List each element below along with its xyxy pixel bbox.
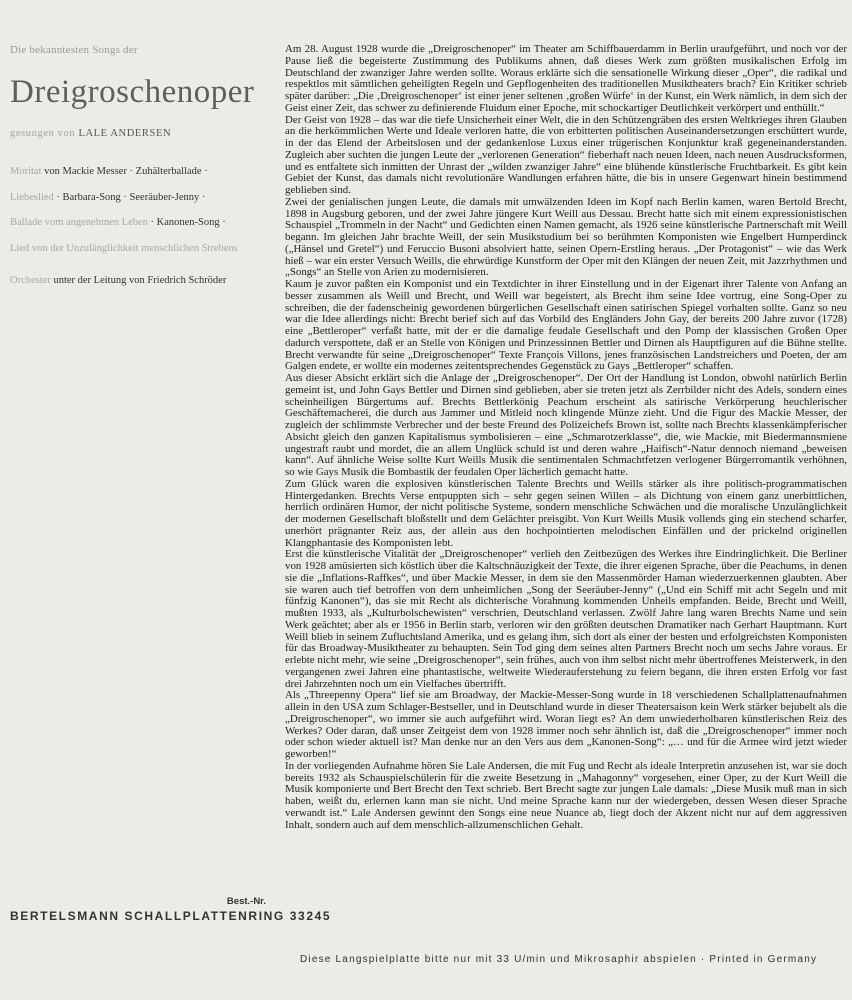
paragraph: Kaum je zuvor paßten ein Komponist und ein Textdichter in ihrer Einstellung und in der Eigenart ihrer Talente von Anfang an besser zusammen als Weill und Brecht, und Weill war begeistert, als Brecht ihm seine Idee vortrug, eine Song-Oper zu schreiben, die der fadenscheinig gewordenen bürgerlichen Gesellschaft einen satirischen Spiegel vorhalten sollte. Ganz so neu war die Idee allerdings nicht: Brecht berief sich auf das Vorbild des Engländers John Gay, der bereits 200 Jahre zuvor (1728) eine „Bettleroper“ verfaßt hatte, mit der er die damalige feudale Gesellschaft und den Pomp der klassischen Großen Oper dadurch verspottete, daß er an Stelle von Königen und Prinzessinnen Bettler und Dirnen als Hauptfiguren auf die Bühne stellte. Brecht verwandte für seine „Dreigroschenoper“ Texte François Villons, jenes französischen Landstreichers und Poeten, der am Galgen endete, er wollte ein modernes zeitentsprechendes Gegenstück zu Gays „Bettleroper“ schaffen. xyxy=(285,278,847,373)
song-line xyxy=(10,185,272,211)
sung-prefix: gesungen von xyxy=(10,128,76,139)
playback-notice: Diese Langspielplatte bitte nur mit 33 U/min und Mikrosaphir abspielen · Printed in Germany xyxy=(300,954,818,965)
catalog-block xyxy=(10,896,332,923)
paragraph: Der Geist von 1928 – das war die tiefe Unsicherheit einer Welt, die in den Schützengräben des ersten Weltkrieges ihren Glauben an die herkömmlichen Werte und Ideale verloren hatte, die von erbitterten politischen Auseinandersetzungen erschüttert wurde, in der das Elend der Arbeitslosen und der gedankenlose Luxus einer trügerischen Konjunktur kraß gegeneinanderstanden. Zugleich aber suchten die jungen Leute der „verlorenen Generation“ fieberhaft nach neuen Ideen, nach neuen Ausdrucksformen, und es entfaltete sich inmitten der Unrast der „wilden zwanziger Jahre“ eine blühende künstlerische Fruchtbarkeit. Es gibt kein Gebiet der Kunst, das damals nicht revolutionäre Wandlungen erfahren hätte, die bis in unsere Gegenwart hinein bestimmend geblieben sind. xyxy=(285,113,847,196)
orchestra-line xyxy=(10,275,272,286)
paragraph: Als „Threepenny Opera“ lief sie am Broadway, der Mackie-Messer-Song wurde in 18 verschiedenen Schallplattenaufnahmen allein in den USA zum Schlager-Bestseller, und in Deutschland wurde in dieser Theatersaison kein Werk stärker bejubelt als die „Dreigroschenoper“, wo immer sie auch aufgeführt wird. Woran liegt es? An dem unwiederholbaren künstlerischen Reiz des Werkes? Oder daran, daß unser Zeitgeist dem von 1928 immer noch sehr ähnlich ist, daß die „Dreigroschenoper“ immer noch oder schon wieder aktuell ist? Man denke nur an den Vers aus dem „Kanonen-Song“: „… und für die Armee wird jetzt wieder geworben!“ xyxy=(285,689,847,760)
paragraph: Erst die künstlerische Vitalität der „Dreigroschenoper“ verlieh den Zeitbezügen des Werkes ihre Eindringlichkeit. Die Berliner von 1928 amüsierten sich köstlich über die Kaltschnäuzigkeit der Texte, die ihrer eigenen Sprache, über die Peachums, in denen sie die „Inflations-Raffkes“, und über Mackie Messer, in dem sie den Massenmörder Haman wiederzuerkennen glaubten. Aber sie waren auch tief betroffen von dem unheimlichen „Song der Seeräuber-Jenny“ („Und ein Schiff mit acht Segeln und mit fünfzig Kanonen“), das sie mit Recht als dichterische Vorahnung kommenden Unheils empfanden. Beide, Brecht und Weill, mußten 1933, als „Kulturbolschewisten“ verschrien, Deutschland verlassen. Zwölf Jahre lang waren Brechts Name und sein Werk geächtet; aber als er 1956 in Berlin starb, verloren wir den größten deutschen Dramatiker nach Gerhart Hauptmann. Kurt Weill blieb in seinem Zufluchtsland Amerika, und es gelang ihm, sich dort als einer der besten und erfolgreichsten Komponisten für das Broadway-Musiktheater zu behaupten. Sein Tod ging dem seines alten Partners Brecht noch um sechs Jahre voraus. Er erlebte nicht mehr, wie seine „Dreigroschenoper“, sein frühes, auch von ihm selbst nicht mehr übertroffenes Meisterwerk, in den vergangenen zwei Jahren eine phantastische, weltweite Wiederauferstehung zu feiern begann, die ihren ersten Erfolg vor fast drei Jahrzehnten noch um ein Vielfaches übertrifft. xyxy=(285,548,847,690)
song-line-text: von Mackie Messer · Zuhälterballade · xyxy=(41,166,208,177)
order-number-label: Best.-Nr. xyxy=(226,896,266,907)
song-list xyxy=(10,159,272,261)
song-line-faint: Ballade vom angenehmen Leben xyxy=(10,217,148,228)
kicker-text: Die bekanntesten Songs der xyxy=(10,44,138,56)
song-line xyxy=(10,236,272,262)
liner-notes xyxy=(285,44,847,831)
orchestra-text: unter der Leitung von Friedrich Schröder xyxy=(50,275,227,286)
paragraph: Zwei der genialischen jungen Leute, die damals mit umwälzenden Ideen im Kopf nach Berlin kamen, waren Bertold Brecht, 1898 in Augsburg geboren, und der zwei Jahre jüngere Kurt Weill aus Dessau. Brecht hatte sich mit einem expressionistischen Schauspiel „Trommeln in der Nacht“ und Gedichten einen Namen gemacht, als 1926 seine künstlerische Partnerschaft mit Weill begann. Im gleichen Jahr brachte Weill, der sein Musikstudium bei so berühmten Komponisten wie Engelbert Humperdinck („Hänsel und Gretel“) und Feruccio Busoni absolviert hatte, seinen Opern-Erstling heraus. „Der Protagonist“ – wie das Werk hieß – war ein erster Versuch Weills, die ehrwürdige Kunstform der Oper mit den Klängen der neuen Zeit, mit Jazzrhythmen und „Songs“ an Stelle von Arien zu modernisieren. xyxy=(285,195,847,279)
cover-info xyxy=(10,44,272,286)
song-line-text: · Barbara-Song · Seeräuber-Jenny · xyxy=(53,191,206,203)
song-line-faint: Moritat xyxy=(10,166,42,177)
song-line-faint: Liebeslied xyxy=(10,191,54,203)
paragraph: Aus dieser Absicht erklärt sich die Anlage der „Dreigroschenoper“. Der Ort der Handlung ist London, obwohl natürlich Berlin gemeint ist, und John Gays Bettler und Dirnen sind geblieben, aber sie treten jetzt als Zerrbilder nicht des Adels, sondern eines scheinheiligen Bürgertums auf. Brechts Bettlerkönig Peachum erscheint als satirische Verkörperung heuchlerischer Geschäftemacherei, die durch aus Jammer und Mitleid noch klingende Münze zieht. Und die Figur des Mackie Messer, der zugleich der schlimmste Verbrecher und der beste Freund des Polizeichefs Brown ist, sollte nach Brechts klassenkämpferischer Absicht gleich den ganzen Kapitalismus symbolisieren – eine „Schmarotzerklasse“, die, wie Mackie, mit Biedermannsmiene ungestraft raubt und mordet, die an allem Unglück schuld ist und deren wahre „Haifisch“-Natur dennoch niemand „beweisen kann“. Auf ähnliche Weise sollte Kurt Weills Musik die sentimentalen Schmachtfetzen verlogener Bürgerromantik verhöhnen, so wie Gays Musik die Bombastik der feudalen Oper lächerlich gemacht hatte. xyxy=(285,372,847,478)
singer-line xyxy=(10,128,272,139)
paragraph: In der vorliegenden Aufnahme hören Sie Lale Andersen, die mit Fug und Recht als ideale Interpretin anzusehen ist, war sie doch bereits 1932 als Schauspielschülerin für die zweite Besetzung in „Mahagonny“ vorgesehen, einer Oper, zu der Kurt Weill die Musik komponierte und Bert Brecht den Text schrieb. Bert Brecht sagte zur jungen Lale damals: „Diese Musik muß man in sich haben, weißt du, erlernen kann man sie nicht. Und meine Sprache kann nur der wiedergeben, dessen Wesen dieser Sprache verwandt ist.“ Lale Andersen gewinnt den Songs eine neue Nuance ab, liegt doch der Akzent nicht nur auf dem aggressiven Inhalt, sondern auch auf dem menschlich-allzumenschlichen Gehalt. xyxy=(285,759,847,831)
singer-name: LALE ANDERSEN xyxy=(78,128,172,139)
song-line xyxy=(10,210,272,236)
orchestra-prefix: Orchester xyxy=(10,275,51,286)
song-line-faint: Lied von der Unzulänglichkeit menschlichen Strebens xyxy=(10,242,238,254)
song-line xyxy=(10,159,272,185)
album-title: Dreigroschenoper xyxy=(10,74,255,110)
paragraph: Zum Glück waren die explosiven künstlerischen Talente Brechts und Weills stärker als ihre politisch-programmatischen Hintergedanken. Brechts Verse entpuppten sich – sehr gegen seinen Willen – als Dichtung von einem ganz unerbittlichen, herrlich ordinären Humor, der nicht politische Systeme, sondern menschliche Schwächen und die moralische Unzulänglichkeit der modernen Gesellschaft bloßstellt und dem Gelächter preisgibt. Von Kurt Weills Musik vollends ging ein stechend scharfer, unerhört prägnanter Reiz aus, der allein aus den hochpointierten melodischen Einfällen und der prickelnd originellen Klangphantasie des Komponisten lebt. xyxy=(285,477,847,549)
paragraph: Am 28. August 1928 wurde die „Dreigroschenoper“ im Theater am Schiffbauerdamm in Berlin uraufgeführt, und noch vor der Pause ließ die begeisterte Zustimmung des Publikums ahnen, daß dieses Werk zum größten musikalischen Erfolg im Deutschland der zwanziger Jahre werden sollte. Woraus erklärte sich die sensationelle Wirkung dieser „Oper“, die radikal und respektlos mit sämtlichen geheiligten Regeln und Gepflogenheiten des traditionellen Musiktheaters brach? Ein Kritiker schrieb später darüber: „Die ‚Dreigroschenoper‘ ist einer jener seltenen ‚großen Würfe‘ in der Kunst, ein Werk nämlich, in dem sich der Geist einer Zeit, das schwer zu definierende Fluidum einer Epoche, mit schockartiger Deutlichkeit verkörpert und enthüllt.“ xyxy=(285,43,847,114)
song-line-text: · Kanonen-Song · xyxy=(147,217,226,228)
record-label: BERTELSMANN SCHALLPLATTENRING 33245 xyxy=(10,909,332,923)
